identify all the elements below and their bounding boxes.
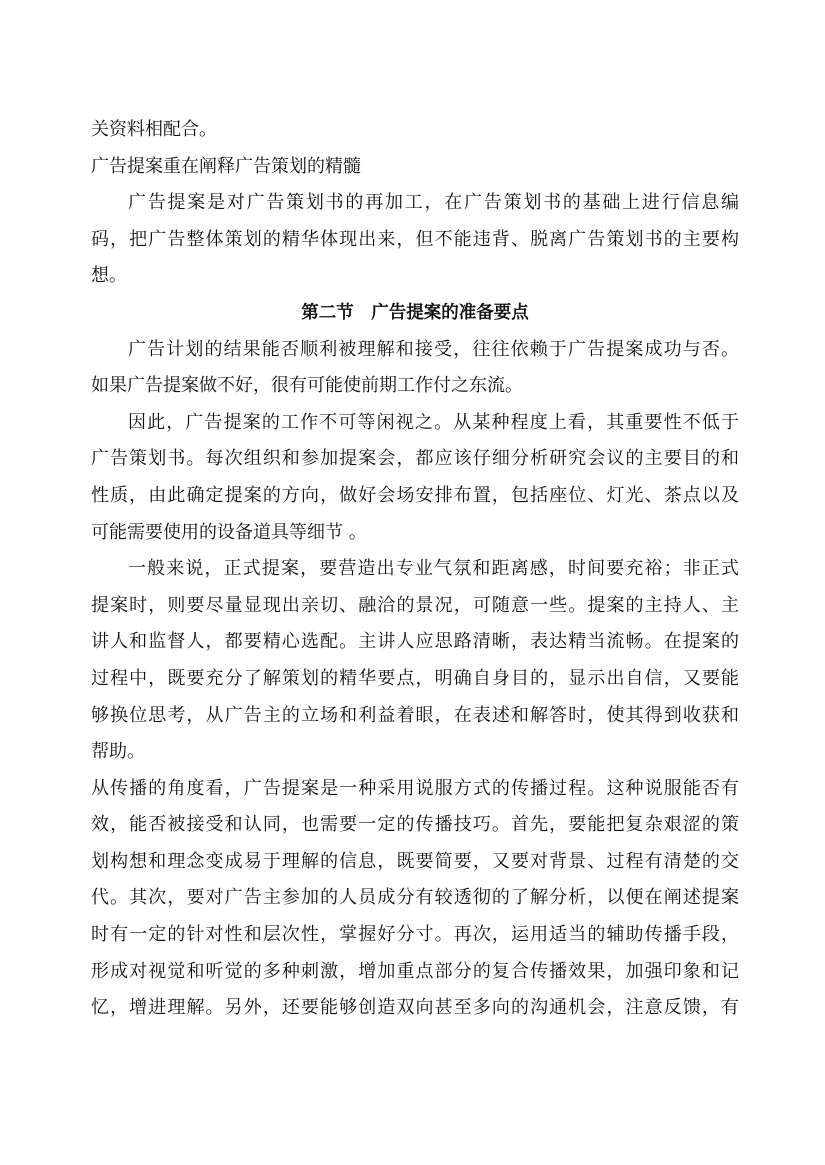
text-line: 时有一定的针对性和层次性，掌握好分寸。再次，运用适当的辅助传播手段， bbox=[91, 924, 739, 946]
document-page bbox=[91, 112, 739, 1027]
text-line: 划构想和理念变成易于理解的信息，既要简要，又要对背景、过程有清楚的交 bbox=[91, 850, 739, 872]
text-line: 广告提案是对广告策划书的再加工，在广告策划书的基础上进行信息编 bbox=[128, 192, 739, 214]
section-heading: 第二节 广告提案的准备要点 bbox=[301, 302, 529, 323]
text-line: 从传播的角度看，广告提案是一种采用说服方式的传播过程。这种说服能否有 bbox=[91, 777, 739, 799]
text-line: 帮助。 bbox=[91, 741, 145, 763]
text-line: 提案时，则要尽量显现出亲切、融洽的景况，可随意一些。提案的主持人、主 bbox=[91, 594, 739, 616]
text-line: 码，把广告整体策划的精华体现出来，但不能违背、脱离广告策划书的主要构 bbox=[91, 228, 739, 250]
text-line: 如果广告提案做不好，很有可能使前期工作付之东流。 bbox=[91, 375, 523, 397]
text-line: 形成对视觉和听觉的多种刺激，增加重点部分的复合传播效果，加强印象和记 bbox=[91, 960, 739, 982]
text-line: 够换位思考，从广告主的立场和利益着眼，在表述和解答时，使其得到收获和 bbox=[91, 704, 739, 726]
text-line: 过程中，既要充分了解策划的精华要点，明确自身目的，显示出自信，又要能 bbox=[91, 667, 739, 689]
text-line: 想。 bbox=[91, 265, 127, 287]
text-line: 效，能否被接受和认同，也需要一定的传播技巧。首先，要能把复杂艰涩的策 bbox=[91, 814, 739, 836]
text-line: 一般来说，正式提案，要营造出专业气氛和距离感，时间要充裕；非正式 bbox=[128, 558, 739, 580]
text-line: 讲人和监督人，都要精心选配。主讲人应思路清晰，表达精当流畅。在提案的 bbox=[91, 631, 739, 653]
text-line: 广告提案重在阐释广告策划的精髓 bbox=[91, 155, 361, 177]
text-line: 可能需要使用的设备道具等细节 。 bbox=[91, 521, 367, 543]
text-line: 忆，增进理解。另外，还要能够创造双向甚至多向的沟通机会，注意反馈，有 bbox=[91, 997, 739, 1019]
text-line: 代。其次，要对广告主参加的人员成分有较透彻的了解分析，以便在阐述提案 bbox=[91, 887, 739, 909]
text-line: 性质，由此确定提案的方向，做好会场安排布置，包括座位、灯光、茶点以及 bbox=[91, 484, 739, 506]
text-line: 关资料相配合。 bbox=[91, 119, 217, 140]
text-line: 广告计划的结果能否顺利被理解和接受，往往依赖于广告提案成功与否。 bbox=[128, 338, 739, 360]
text-line: 广告策划书。每次组织和参加提案会，都应该仔细分析研究会议的主要目的和 bbox=[91, 448, 739, 470]
text-line: 因此，广告提案的工作不可等闲视之。从某种程度上看，其重要性不低于 bbox=[128, 411, 739, 433]
